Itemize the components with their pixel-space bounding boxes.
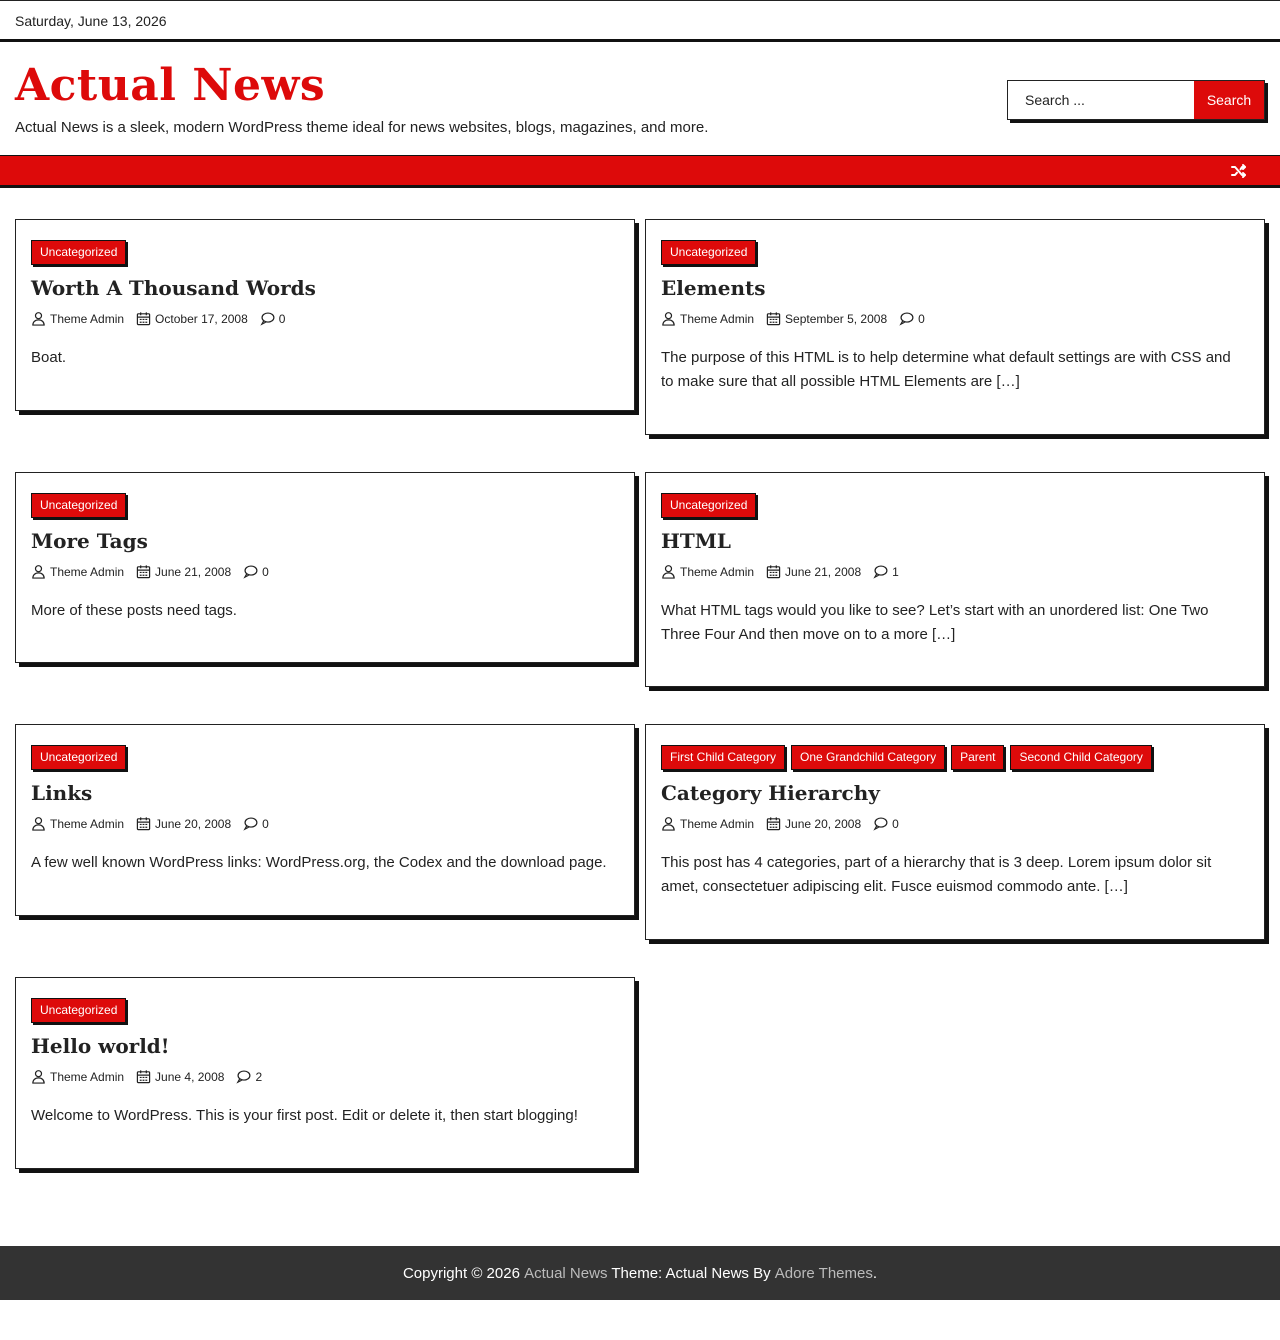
post-comments-count[interactable]: 0 [892,816,899,831]
calendar-icon [136,1069,155,1084]
shuffle-icon[interactable] [1231,163,1247,179]
user-icon [31,311,50,326]
post-title[interactable]: Worth A Thousand Words [31,276,316,300]
post-excerpt: What HTML tags would you like to see? Let’s start with an unordered list: One Two Three Four And then move on to a more […] [661,602,1209,643]
post-title[interactable]: Category Hierarchy [661,781,880,805]
comment-icon [873,564,892,579]
comment-icon [260,311,279,326]
footer-copyright: Copyright © 2026 [402,1264,525,1282]
post-excerpt: More of these posts need tags. [31,602,237,619]
post-excerpt: Welcome to WordPress. This is your first post. Edit or delete it, then start blogging! [31,1107,578,1124]
post-author[interactable]: Theme Admin [50,564,125,579]
post-meta [31,816,281,831]
footer-author-link[interactable]: Adore Themes [774,1264,873,1282]
search-input[interactable] [1008,81,1194,119]
post-author[interactable]: Theme Admin [50,816,125,831]
post-date[interactable]: June 20, 2008 [785,816,862,831]
user-icon [661,816,680,831]
post-card [645,724,1265,940]
post-date[interactable]: October 17, 2008 [155,311,248,326]
post-categories [661,745,1152,770]
post-categories [31,240,126,265]
post-date[interactable]: June 20, 2008 [155,816,232,831]
category-tag[interactable]: Parent [951,745,1004,770]
comment-icon [243,564,262,579]
main-navigation [0,155,1280,188]
category-tag[interactable]: Uncategorized [661,493,756,518]
comment-icon [873,816,892,831]
comment-icon [243,816,262,831]
post-meta [661,564,911,579]
comment-icon [899,311,918,326]
post-categories [31,493,126,518]
post-title[interactable]: More Tags [31,529,148,553]
category-tag[interactable]: Uncategorized [31,240,126,265]
post-card [645,219,1265,435]
calendar-icon [136,311,155,326]
post-card [15,724,635,916]
calendar-icon [766,816,785,831]
post-author[interactable]: Theme Admin [50,1069,125,1084]
calendar-icon [766,311,785,326]
category-tag[interactable]: First Child Category [661,745,785,770]
post-title[interactable]: Links [31,781,93,805]
post-categories [31,998,126,1023]
post-date[interactable]: June 21, 2008 [155,564,232,579]
post-excerpt: Boat. [31,349,67,366]
post-date[interactable]: September 5, 2008 [785,311,888,326]
footer-site-link[interactable]: Actual News [524,1264,608,1282]
category-tag[interactable]: One Grandchild Category [791,745,945,770]
post-excerpt: A few well known WordPress links: WordPress.org, the Codex and the download page. [31,854,607,871]
post-categories [661,493,756,518]
site-title[interactable]: Actual News [15,60,326,111]
post-meta [661,816,911,831]
post-excerpt: This post has 4 categories, part of a hierarchy that is 3 deep. Lorem ipsum dolor sit amet, consectetuer adipiscing elit. Fusce euismod commodo ante. […] [661,854,1212,895]
calendar-icon [136,564,155,579]
category-tag[interactable]: Uncategorized [31,998,126,1023]
user-icon [31,816,50,831]
post-card [645,472,1265,687]
footer-theme-text: Theme: Actual News By [607,1264,775,1282]
post-card [15,219,635,411]
post-categories [661,240,756,265]
post-title[interactable]: Elements [661,276,766,300]
post-comments-count[interactable]: 1 [892,564,899,579]
post-comments-count[interactable]: 0 [262,816,269,831]
user-icon [31,564,50,579]
post-meta [31,311,297,326]
user-icon [31,1069,50,1084]
post-author[interactable]: Theme Admin [680,311,755,326]
post-comments-count[interactable]: 0 [278,311,286,326]
search-button[interactable]: Search [1194,81,1264,119]
post-author[interactable]: Theme Admin [50,311,125,326]
post-meta [31,564,281,579]
post-date[interactable]: June 4, 2008 [155,1069,225,1084]
search-form [1007,80,1265,120]
category-tag[interactable]: Uncategorized [31,745,126,770]
category-tag[interactable]: Uncategorized [661,240,756,265]
post-author[interactable]: Theme Admin [680,816,755,831]
category-tag[interactable]: Second Child Category [1010,745,1151,770]
post-title[interactable]: Hello world! [31,1034,170,1058]
post-card [15,472,635,663]
top-bar [0,0,1280,42]
post-comments-count[interactable]: 0 [262,564,269,579]
current-date: Saturday, June 13, 2026 [15,13,167,29]
post-categories [31,745,126,770]
post-comments-count[interactable]: 0 [918,311,925,326]
post-meta [31,1069,274,1084]
post-author[interactable]: Theme Admin [680,564,755,579]
calendar-icon [136,816,155,831]
post-comments-count[interactable]: 2 [255,1069,263,1084]
post-meta [661,311,937,326]
footer-period: . [872,1264,878,1282]
user-icon [661,311,680,326]
post-title[interactable]: HTML [661,529,731,553]
calendar-icon [766,564,785,579]
post-excerpt: The purpose of this HTML is to help determine what default settings are with CSS and to make sure that all possible HTML Elements are […] [661,349,1231,390]
category-tag[interactable]: Uncategorized [31,493,126,518]
site-tagline: Actual News is a sleek, modern WordPress theme ideal for news websites, blogs, magazines, and more. [15,119,709,136]
site-footer [0,1246,1280,1300]
post-card [15,977,635,1169]
user-icon [661,564,680,579]
post-date[interactable]: June 21, 2008 [785,564,862,579]
comment-icon [236,1069,255,1084]
